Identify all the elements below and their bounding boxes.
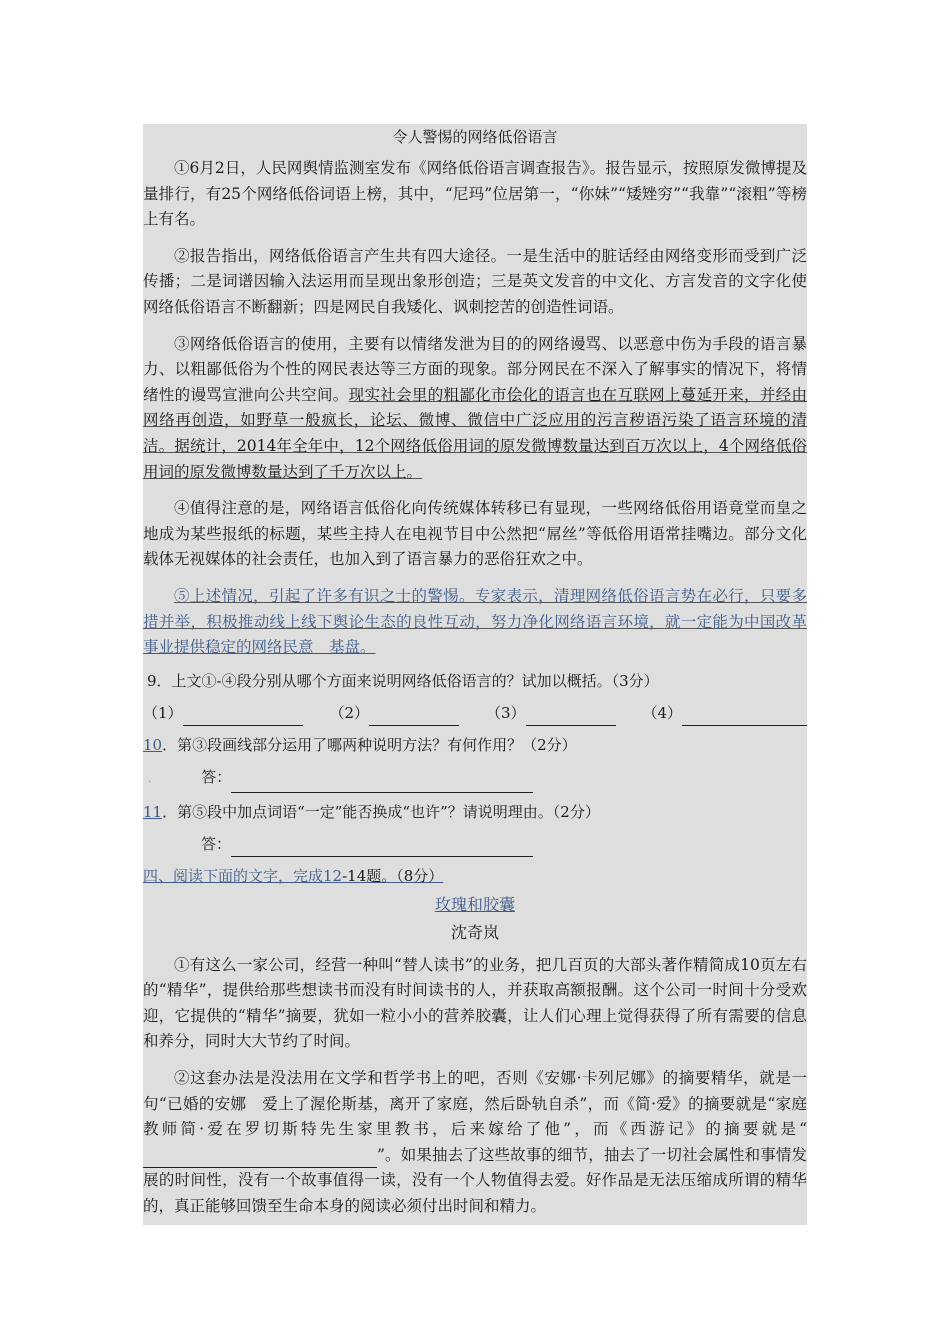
answer-11-label: 答：	[201, 834, 232, 853]
article-title: 令人警惕的网络低俗语言	[392, 128, 558, 146]
story-paragraph-2-b: ”。如果抽去了这些故事的细节，抽去了一切社会属性和事情发展的时间性，没有一个故事值得一读，没有一个人物值得去爱。好作品是无法压缩成所谓的精华的，真正能够回馈至生命本身的阅读必须付出时间和精力。	[143, 1145, 807, 1216]
question-11	[143, 797, 807, 827]
blank-1-label: （1）	[143, 703, 183, 722]
story-paragraph-2	[143, 1060, 807, 1225]
blank-1[interactable]	[143, 700, 303, 726]
answer-11-line[interactable]	[231, 840, 533, 857]
story-title-row	[143, 891, 807, 919]
paragraph-3	[143, 326, 807, 491]
paragraph-3-underlined: 现实社会里的粗鄙化市侩化的语言也在互联网上蔓延开来，并经由网络再创造，如野草一般疯长，论坛、微博、微信中广泛应用的污言秽语污染了语言环境的清洁。据统计，2014年全年中，12个网络低俗用词的原发微博数量达到百万次以上，4个网络低俗用词的原发微博数量达到了千万次以上。	[143, 385, 807, 481]
answer-10	[143, 760, 807, 797]
paragraph-3-plain: ③网络低俗语言的使用，主要有以情绪发泄为目的的网络谩骂、以恶意中伤为手段的语言暴力、以粗鄙低俗为个性的网民表达等三方面的现象。部分网民在不深入了解事实的情况下，将情绪性的谩骂宣泄向公共空间。	[143, 334, 807, 404]
blank-3-line[interactable]	[526, 709, 616, 726]
section-4-heading	[143, 861, 807, 891]
story-paragraph-1: ①有这么一家公司，经营一种叫“替人读书”的业务，把几百页的大部头著作精简成10页左右的“精华”，提供给那些想读书而没有时间读书的人，并获取高额报酬。这个公司一时间十分受欢迎，它提供的“精华”摘要，犹如一粒小小的营养胶囊，让人们心理上觉得获得了所有需要的信息和养分，同时大大节约了时间。	[143, 955, 807, 1051]
blank-2-label: （2）	[329, 703, 370, 722]
article-block	[143, 124, 807, 1225]
answer-10-dot: .	[148, 773, 152, 785]
blank-4[interactable]	[642, 700, 807, 726]
story-paragraph-2-a: ②这套办法是没法用在文学和哲学书上的吧，否则《安娜·卡列尼娜》的摘要精华，就是一句“已婚的安娜 爱上了渥伦斯基，离开了家庭，然后卧轨自杀”，而《简·爱》的摘要就是“家庭教师简·爱在罗切斯特先生家里教书，后来嫁给了他”，而《西游记》的摘要就是“	[143, 1069, 807, 1139]
blank-4-line[interactable]	[682, 709, 807, 726]
answer-blanks-row	[143, 696, 807, 730]
blank-3-label: （3）	[485, 703, 526, 722]
paragraph-4: ④值得注意的是，网络语言低俗化向传统媒体转移已有显现，一些网络低俗用语竟堂而皇之地成为某些报纸的标题，某些主持人在电视节目中公然把“屌丝”等低俗用语常挂嘴边。部分文化载体无视媒体的社会责任，也加入到了语言暴力的恶俗狂欢之中。	[143, 499, 807, 569]
question-9: 9．上文①-④段分别从哪个方面来说明网络低俗语言的？试加以概括。（3分）	[147, 671, 659, 690]
section-4-heading-b: -14题。（8分）	[342, 866, 444, 885]
question-10-number: 10	[143, 735, 163, 754]
question-10-text: ．第③段画线部分运用了哪两种说明方法？有何作用？（2分）	[162, 735, 577, 754]
blank-4-label: （4）	[642, 703, 682, 722]
question-11-number: 11	[143, 802, 163, 821]
question-11-text: ．第⑤段中加点词语“一定”能否换成“也许”？请说明理由。（2分）	[162, 802, 600, 821]
blank-2[interactable]	[329, 700, 459, 726]
answer-11	[143, 827, 807, 861]
paragraph-5: ⑤上述情况，引起了许多有识之士的警惕。专家表示，清理网络低俗语言势在必行，只要多措并举，积极推动线上线下舆论生态的良性互动，努力净化网络语言环境，就一定能为中国改革事业提供稳定的网络民意 基盘。	[143, 586, 807, 657]
answer-10-line[interactable]	[231, 776, 533, 793]
section-4-heading-a: 四、阅读下面的文字，完成12	[143, 866, 343, 885]
blank-1-line[interactable]	[183, 709, 303, 726]
story-author: 沈奇岚	[450, 922, 499, 942]
blank-3[interactable]	[486, 700, 616, 726]
paragraph-2: ②报告指出，网络低俗语言产生共有四大途径。一是生活中的脏话经由网络变形而受到广泛传播；二是词谱因输入法运用而呈现出象形创造；三是英文发音的中文化、方言发音的文字化使网络低俗语言不断翻新；四是网民自我矮化、讽刺挖苦的创造性词语。	[143, 246, 807, 316]
story-blank-line[interactable]	[143, 1151, 377, 1168]
story-title: 玫瑰和胶囊	[434, 894, 515, 914]
paragraph-1: ①6月2日，人民网舆情监测室发布《网络低俗语言调查报告》。报告显示，按照原发微博提及量排行，有25个网络低俗词语上榜，其中，“尼玛”位居第一，“你妹”“矮矬穷”“我靠”“滚粗”等榜上有名。	[143, 159, 807, 229]
question-10	[143, 730, 807, 760]
blank-2-line[interactable]	[369, 709, 459, 726]
document-page	[143, 124, 807, 1225]
answer-10-label: 答：	[201, 767, 232, 786]
